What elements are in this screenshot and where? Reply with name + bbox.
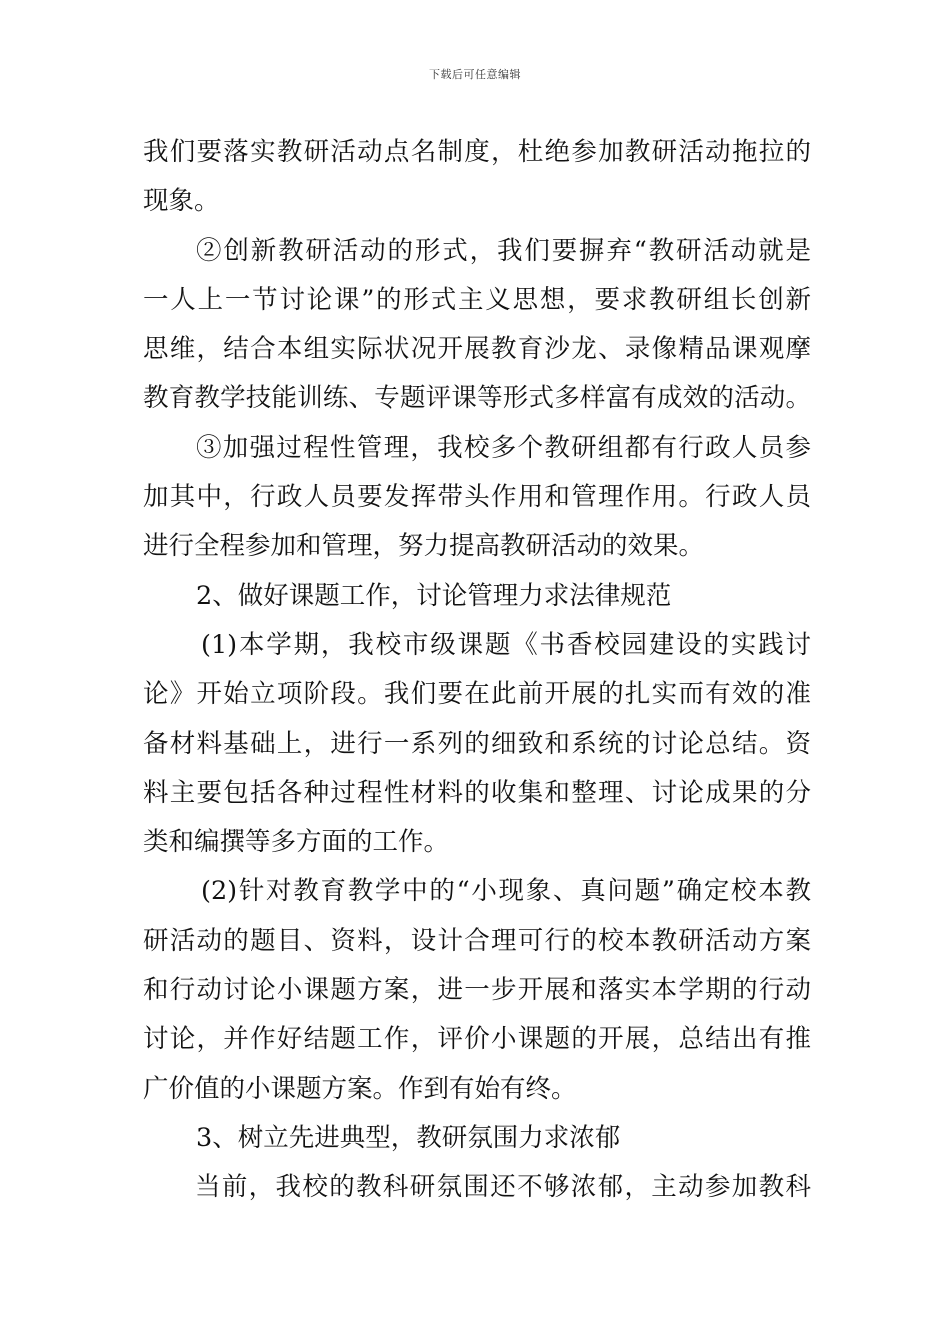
paragraph-line: 论》开始立项阶段。我们要在此前开展的扎实而有效的准 <box>143 679 811 710</box>
paragraph-line: 加其中，行政人员要发挥带头作用和管理作用。行政人员 <box>143 482 811 513</box>
section-heading: 2、做好课题工作，讨论管理力求法律规范 <box>196 580 672 611</box>
paragraph-line: 研活动的题目、资料，设计合理可行的校本教研活动方案 <box>143 925 811 956</box>
paragraph-line: 进行全程参加和管理，努力提高教研活动的效果。 <box>143 531 705 562</box>
paragraph-line: 讨论，并作好结题工作，评价小课题的开展，总结出有推 <box>143 1024 811 1055</box>
paragraph-line: 料主要包括各种过程性材料的收集和整理、讨论成果的分 <box>143 777 811 808</box>
paragraph-line: 我们要落实教研活动点名制度，杜绝参加教研活动拖拉的 <box>143 137 811 167</box>
page-header: 下载后可任意编辑 <box>429 68 521 81</box>
paragraph-line: 当前，我校的教科研氛围还不够浓郁，主动参加教科 <box>195 1172 811 1203</box>
paragraph-line: 类和编撰等多方面的工作。 <box>143 827 450 858</box>
paragraph-line: 广价值的小课题方案。作到有始有终。 <box>143 1073 577 1104</box>
paragraph-line: 现象。 <box>143 186 220 217</box>
paragraph-line: 和行动讨论小课题方案，进一步开展和落实本学期的行动 <box>143 975 811 1006</box>
paragraph-line: 思维，结合本组实际状况开展教育沙龙、录像精品课观摩 <box>143 334 811 365</box>
paragraph-line: 一人上一节讨论课”的形式主义思想，要求教研组长创新 <box>143 284 811 315</box>
paragraph-line: 备材料基础上，进行一系列的细致和系统的讨论总结。资 <box>143 728 811 759</box>
paragraph-line: ②创新教研活动的形式，我们要摒弃“教研活动就是 <box>196 235 811 266</box>
paragraph-line: (1)本学期，我校市级课题《书香校园建设的实践讨 <box>201 629 811 660</box>
document-body <box>143 128 811 1213</box>
paragraph-line: (2)针对教育教学中的“小现象、真问题”确定校本教 <box>201 876 811 907</box>
section-heading: 3、树立先进典型，教研氛围力求浓郁 <box>196 1122 621 1153</box>
paragraph-line: ③加强过程性管理，我校多个教研组都有行政人员参 <box>196 432 811 463</box>
paragraph-line: 教育教学技能训练、专题评课等形式多样富有成效的活动。 <box>143 383 811 414</box>
